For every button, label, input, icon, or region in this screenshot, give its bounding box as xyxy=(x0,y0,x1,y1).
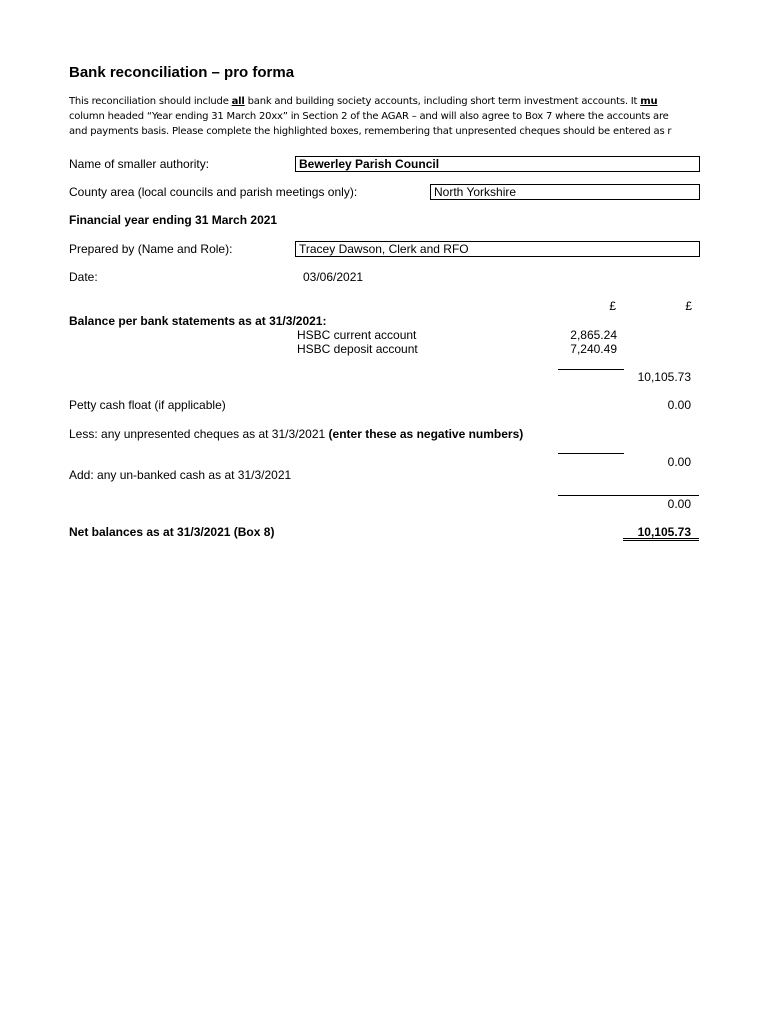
account-name: HSBC current account xyxy=(297,328,417,342)
net-balance-amount: 10,105.73 xyxy=(637,525,691,539)
unpresented-label xyxy=(69,427,523,441)
balance-heading: Balance per bank statements as at 31/3/2021: xyxy=(69,314,327,328)
financial-year-label: Financial year ending 31 March 2021 xyxy=(69,213,278,227)
unpresented-amount[interactable]: 0.00 xyxy=(667,455,691,469)
county-label: County area (local councils and parish meetings only): xyxy=(69,185,358,199)
county-field[interactable]: North Yorkshire xyxy=(430,184,700,200)
account-name: HSBC deposit account xyxy=(297,342,418,356)
net-balance-label: Net balances as at 31/3/2021 (Box 8) xyxy=(69,525,275,539)
intro-line-2: column headed “Year ending 31 March 20xx” in Section 2 of the AGAR – and will also agree to Box 7 where the accounts are xyxy=(69,111,669,122)
account-amount[interactable]: 2,865.24 xyxy=(570,328,617,342)
unpresented-rule xyxy=(558,453,624,454)
unpresented-label-note: (enter these as negative numbers) xyxy=(328,427,524,441)
net-double-rule-bottom xyxy=(623,540,699,541)
intro-text: This reconciliation should include xyxy=(69,96,232,107)
page-title: Bank reconciliation – pro forma xyxy=(69,64,295,81)
intro-emphasis-all: all xyxy=(231,96,245,107)
intro-text: bank and building society accounts, including short term investment accounts. It xyxy=(244,96,641,107)
date-value[interactable]: 03/06/2021 xyxy=(303,270,364,284)
intro-line-3: and payments basis. Please complete the highlighted boxes, remembering that unpresented cheques should be entered as r xyxy=(69,126,672,137)
petty-cash-amount[interactable]: 0.00 xyxy=(667,398,691,412)
prepared-by-field[interactable]: Tracey Dawson, Clerk and RFO xyxy=(295,241,700,257)
unbanked-rule xyxy=(558,495,699,496)
authority-label: Name of smaller authority: xyxy=(69,157,210,171)
intro-line-1 xyxy=(69,95,700,108)
unbanked-label: Add: any un-banked cash as at 31/3/2021 xyxy=(69,468,292,482)
column-header-2: £ xyxy=(685,299,692,313)
column-header-1: £ xyxy=(609,299,616,313)
unbanked-amount[interactable]: 0.00 xyxy=(667,497,691,511)
balance-total: 10,105.73 xyxy=(637,370,691,384)
authority-field[interactable]: Bewerley Parish Council xyxy=(295,156,700,172)
account-amount[interactable]: 7,240.49 xyxy=(570,342,617,356)
unpresented-label-text: Less: any unpresented cheques as at 31/3/2021 xyxy=(69,427,329,441)
prepared-by-label: Prepared by (Name and Role): xyxy=(69,242,233,256)
intro-emphasis-must: mu xyxy=(640,96,658,107)
date-label: Date: xyxy=(69,270,98,284)
net-double-rule-top xyxy=(623,538,699,539)
petty-cash-label: Petty cash float (if applicable) xyxy=(69,398,226,412)
